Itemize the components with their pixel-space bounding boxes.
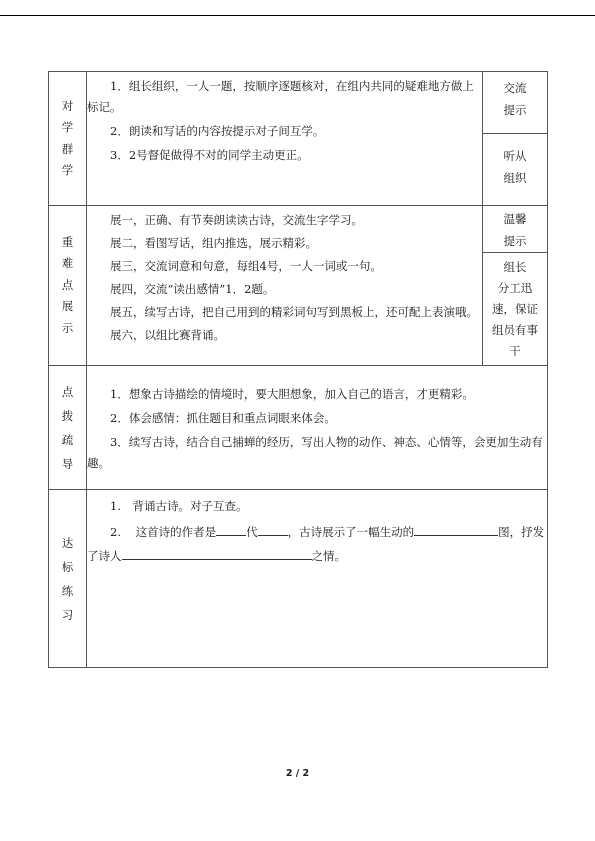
list-item: 2．朗读和写话的内容按提示对子间互学。 [110, 124, 325, 138]
exercise-number: 2. [110, 525, 121, 539]
exercise-text: 这首诗的作者是 [135, 525, 217, 539]
label-char: 疏 [61, 432, 74, 447]
answer-blank[interactable] [258, 521, 288, 536]
label-char: 标 [61, 559, 74, 574]
side-text: 速，保证 [492, 302, 538, 316]
label-char: 练 [61, 583, 74, 598]
section-label-3 [49, 366, 87, 490]
side-note [483, 206, 548, 253]
section-row-1 [49, 72, 548, 134]
label-char: 点 [61, 384, 74, 399]
section-content-1 [87, 72, 483, 206]
side-text: 组员有事 [492, 323, 538, 337]
list-item: 1．想象古诗描绘的情境时，要大胆想象，加入自己的语言，才更精彩。 [110, 387, 474, 401]
label-char: 达 [61, 535, 74, 550]
label-char: 学 [61, 163, 74, 177]
side-text: 分工迅 [497, 281, 533, 295]
list-item: 展三，交流词意和句意，每组4号，一人一词或一句。 [110, 259, 382, 273]
list-item: 展五，续写古诗，把自己用到的精彩词句写到黑板上，还可配上表演哦。 [110, 305, 478, 319]
label-char: 展 [61, 299, 74, 314]
label-char: 导 [61, 456, 74, 471]
list-item: 3．2号督促做得不对的同学主动更正。 [110, 148, 309, 162]
side-text: 组长 [503, 260, 527, 274]
exercise-text: 之情。 [311, 549, 346, 563]
list-item: 3．续写古诗，结合自己捕蝉的经历，写出人物的动作、神态、心情等，会更加生动有趣。 [87, 435, 543, 470]
section-content-3 [87, 366, 548, 490]
label-char: 难 [61, 256, 74, 271]
label-char: 点 [61, 277, 74, 292]
lesson-table [48, 71, 548, 668]
exercise-1: 1. 背诵古诗。对子互查。 [110, 499, 248, 513]
side-text: 温馨 [503, 212, 527, 226]
answer-blank[interactable] [122, 545, 312, 560]
page-number: 2 / 2 [285, 768, 310, 779]
label-char: 群 [61, 141, 74, 156]
side-text: 听从 [503, 149, 527, 163]
label-char: 学 [61, 120, 74, 134]
label-char: 重 [61, 234, 74, 249]
exercise-text: ，古诗展示了一幅生动的 [287, 525, 415, 539]
answer-blank[interactable] [216, 521, 246, 536]
section-label-2 [49, 206, 87, 366]
answer-blank[interactable] [414, 521, 498, 536]
section-content-4 [87, 490, 548, 668]
list-item: 1．组长组织，一人一题，按顺序逐题核对，在组内共同的疑难地方做上标记。 [87, 79, 474, 114]
side-text: 干 [509, 344, 521, 358]
section-label-4 [49, 490, 87, 668]
label-char: 习 [61, 607, 74, 622]
side-text: 提示 [503, 233, 527, 248]
section-row-2 [49, 206, 548, 253]
side-note [483, 253, 548, 366]
label-char: 对 [61, 98, 74, 113]
side-note [483, 72, 548, 134]
side-note [483, 134, 548, 206]
list-item: 展六，以组比赛背诵。 [110, 328, 225, 342]
exercise-2 [87, 520, 547, 568]
exercise-text: 代 [246, 525, 258, 539]
side-text: 提示 [503, 102, 527, 117]
header-rule [0, 15, 595, 16]
side-text: 交流 [503, 81, 527, 95]
list-item: 展四，交流“读出感情”1．2题。 [110, 282, 275, 296]
section-row-3 [49, 366, 548, 490]
list-item: 展二，看图写话，组内推选，展示精彩。 [110, 236, 317, 250]
exercise-text: 图，抒发了诗人 [87, 525, 545, 563]
section-content-2 [87, 206, 483, 366]
list-item: 展一，正确、有节奏朗读读古诗，交流生字学习。 [110, 213, 363, 227]
side-text: 组织 [503, 170, 527, 185]
section-label-1 [49, 72, 87, 206]
section-row-4 [49, 490, 548, 668]
label-char: 示 [61, 320, 74, 335]
list-item: 2．体会感情：抓住题目和重点词眼来体会。 [110, 411, 336, 425]
label-char: 拨 [61, 408, 74, 423]
